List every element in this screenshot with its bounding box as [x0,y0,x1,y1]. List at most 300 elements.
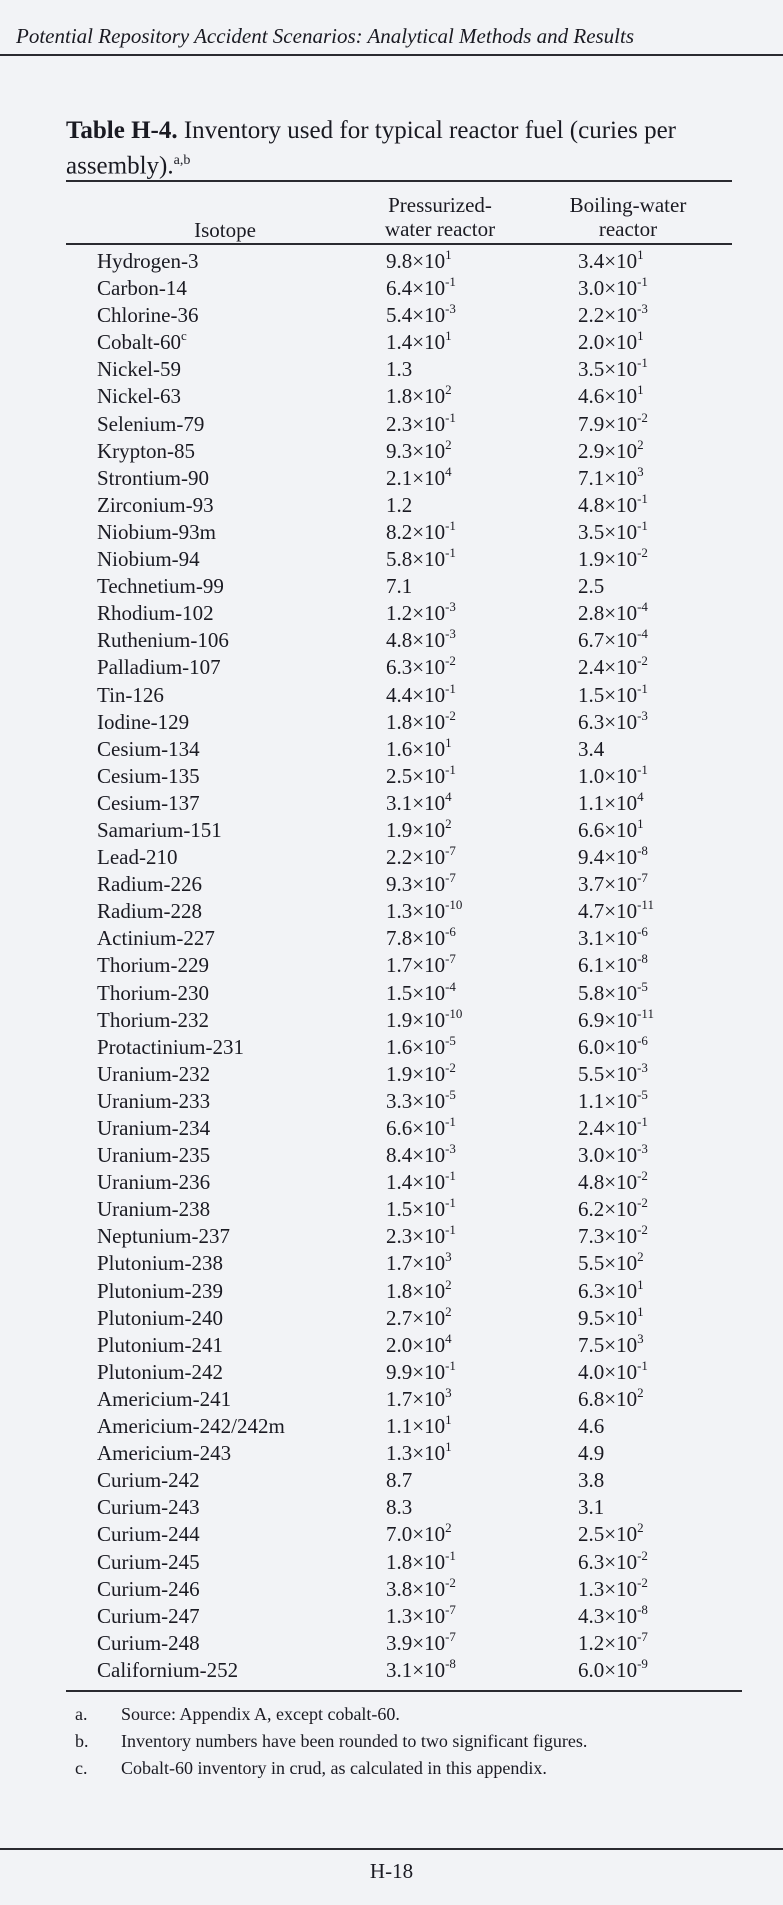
pwr-value [386,411,456,438]
isotope-cell [97,573,224,600]
isotope-cell [97,275,187,302]
bwr-value [578,709,648,736]
isotope-name: Thorium-230 [97,980,209,1005]
pwr-mantissa: 8.2×10 [386,519,446,544]
table-row [0,302,783,329]
isotope-cell [97,1250,223,1277]
pwr-value [386,925,456,952]
pwr-mantissa: 2.3×10 [386,1224,446,1249]
bwr-exponent: 3 [637,1330,644,1346]
bwr-exponent: 1 [637,1303,644,1319]
isotope-cell [97,682,164,709]
pwr-mantissa: 5.4×10 [386,303,446,328]
table-body [0,248,783,1684]
bwr-mantissa: 2.0×10 [578,330,638,355]
isotope-cell [97,790,200,817]
header-rule [0,54,783,56]
isotope-name: Lead-210 [97,845,178,870]
pwr-exponent: 2 [445,436,452,452]
isotope-name: Niobium-94 [97,547,200,572]
bwr-mantissa: 7.9×10 [578,411,638,436]
isotope-name: Thorium-229 [97,953,209,978]
pwr-value [386,1088,456,1115]
isotope-name: Cesium-134 [97,736,200,761]
bwr-mantissa: 2.5 [578,574,605,599]
pwr-mantissa: 1.6×10 [386,736,446,761]
isotope-name: Plutonium-241 [97,1332,224,1357]
bwr-value [578,952,648,979]
bwr-exponent: 4 [637,788,644,804]
bwr-value [578,438,644,465]
pwr-value [386,871,456,898]
bwr-value [578,546,648,573]
bwr-value [578,356,648,383]
bwr-exponent: -1 [637,490,648,506]
isotope-name: Actinium-227 [97,926,215,951]
isotope-name: Cesium-135 [97,763,200,788]
bwr-value [578,1630,648,1657]
pwr-value [386,383,452,410]
pwr-exponent: 2 [445,1520,452,1536]
pwr-value [386,1413,452,1440]
isotope-cell [97,1061,210,1088]
bwr-value [578,1332,644,1359]
bwr-value [578,1657,648,1684]
table-row [0,546,783,573]
bwr-exponent: -9 [637,1655,648,1671]
table-row [0,1250,783,1277]
bwr-mantissa: 1.5×10 [578,682,638,707]
table-row [0,898,783,925]
bwr-mantissa: 9.4×10 [578,845,638,870]
pwr-value [386,952,456,979]
bwr-mantissa: 6.3×10 [578,1549,638,1574]
isotope-name: Strontium-90 [97,465,210,490]
bwr-mantissa: 5.5×10 [578,1061,638,1086]
bwr-mantissa: 4.0×10 [578,1359,638,1384]
pwr-value [386,844,456,871]
pwr-value [386,736,452,763]
pwr-exponent: 2 [445,382,452,398]
isotope-name: Niobium-93m [97,519,216,544]
table-row [0,248,783,275]
note-text: Inventory numbers have been rounded to two significant figures. [121,1731,588,1751]
isotope-cell [97,248,198,275]
pwr-value [386,1223,456,1250]
pwr-mantissa: 8.4×10 [386,1143,446,1168]
bwr-mantissa: 4.7×10 [578,899,638,924]
isotope-name: Americium-242/242m [97,1414,285,1439]
bwr-mantissa: 7.3×10 [578,1224,638,1249]
bwr-value [578,1250,644,1277]
table-row [0,1549,783,1576]
pwr-value [386,1549,456,1576]
pwr-mantissa: 1.7×10 [386,1251,446,1276]
pwr-value [386,356,412,383]
pwr-mantissa: 7.8×10 [386,926,446,951]
isotope-cell [97,465,209,492]
pwr-mantissa: 1.3 [386,357,413,382]
table-row [0,627,783,654]
isotope-name: Plutonium-240 [97,1305,224,1330]
isotope-name: Plutonium-238 [97,1251,224,1276]
bwr-mantissa: 3.0×10 [578,276,638,301]
pwr-exponent: -3 [445,1141,456,1157]
col-header-pwr-line1: Pressurized- [388,193,492,217]
bwr-exponent: -3 [637,707,648,723]
bwr-exponent: -2 [637,409,648,425]
isotope-name: Krypton-85 [97,438,195,463]
table-row [0,1603,783,1630]
pwr-exponent: 1 [445,1412,452,1428]
isotope-name: Plutonium-242 [97,1359,224,1384]
pwr-exponent: -2 [445,653,456,669]
bwr-value [578,1061,648,1088]
bwr-exponent: -4 [637,599,648,615]
caption-notes: a,b [173,153,191,168]
bwr-mantissa: 3.8 [578,1468,605,1493]
table-row [0,1007,783,1034]
bwr-mantissa: 6.0×10 [578,1034,638,1059]
table-row [0,1413,783,1440]
isotope-name: Chlorine-36 [97,303,199,328]
pwr-value [386,980,456,1007]
bwr-exponent: -8 [637,951,648,967]
pwr-value [386,1657,456,1684]
page-number: H-18 [369,1859,414,1883]
bwr-value [578,844,648,871]
bwr-value [578,248,644,275]
bwr-exponent: -1 [637,274,648,290]
isotope-name: Palladium-107 [97,655,221,680]
pwr-exponent: -10 [445,1005,463,1021]
pwr-value [386,1521,452,1548]
col-header-pwr [360,193,520,241]
bwr-mantissa: 5.8×10 [578,980,638,1005]
table-row [0,709,783,736]
pwr-exponent: -10 [445,897,463,913]
bwr-exponent: 2 [637,436,644,452]
pwr-value [386,275,456,302]
bwr-exponent: 1 [637,328,644,344]
bwr-value [578,1521,644,1548]
pwr-mantissa: 9.8×10 [386,249,446,273]
bwr-value [578,1142,648,1169]
bwr-exponent: 2 [637,1520,644,1536]
isotope-cell [97,925,215,952]
pwr-exponent: -7 [445,843,456,859]
table-row [0,1169,783,1196]
bwr-value [578,627,648,654]
bwr-value [578,817,644,844]
pwr-value [386,1332,452,1359]
pwr-exponent: -1 [445,1114,456,1129]
isotope-name: Uranium-233 [97,1088,211,1113]
pwr-exponent: -5 [445,1086,456,1102]
bwr-mantissa: 3.1×10 [578,926,638,951]
table-row [0,329,783,356]
pwr-mantissa: 1.8×10 [386,1549,446,1574]
isotope-cell [97,1305,223,1332]
table-row [0,980,783,1007]
pwr-mantissa: 2.5×10 [386,763,446,788]
pwr-exponent: -3 [445,301,456,317]
isotope-name: Americium-243 [97,1441,232,1466]
bwr-mantissa: 6.7×10 [578,628,638,653]
pwr-mantissa: 4.4×10 [386,682,446,707]
bwr-exponent: 1 [637,247,644,262]
running-header: Potential Repository Accident Scenarios: Analytical Methods and Results [16,24,635,48]
isotope-cell [97,736,200,763]
bwr-value [578,1034,648,1061]
bwr-exponent: -2 [637,1547,648,1563]
isotope-cell [97,1088,210,1115]
bwr-value [578,1413,604,1440]
bwr-value [578,1386,644,1413]
table-row [0,1278,783,1305]
pwr-mantissa: 3.8×10 [386,1576,446,1601]
isotope-cell [97,1549,200,1576]
isotope-name: Iodine-129 [97,709,190,734]
bwr-value [578,275,648,302]
bwr-mantissa: 5.5×10 [578,1251,638,1276]
pwr-value [386,763,456,790]
bwr-exponent: -7 [637,870,648,886]
isotope-footnote: c [181,328,187,344]
pwr-exponent: -1 [445,409,456,425]
table-row [0,790,783,817]
table-row [0,275,783,302]
bwr-mantissa: 7.5×10 [578,1332,638,1357]
bwr-value [578,573,604,600]
bwr-exponent: -3 [637,1141,648,1157]
bwr-mantissa: 4.3×10 [578,1603,638,1628]
pwr-value [386,1359,456,1386]
bwr-exponent: -6 [637,1032,648,1048]
bwr-exponent: -3 [637,301,648,317]
bwr-exponent: 2 [637,1249,644,1265]
bwr-exponent: -2 [637,1195,648,1211]
isotope-name: Ruthenium-106 [97,628,229,653]
bwr-value [578,1494,604,1521]
pwr-exponent: -2 [445,1059,456,1075]
pwr-exponent: -1 [445,1547,456,1563]
isotope-cell [97,519,216,546]
isotope-name: Nickel-59 [97,357,181,382]
bwr-value [578,329,644,356]
bwr-mantissa: 2.2×10 [578,303,638,328]
bwr-mantissa: 2.9×10 [578,438,638,463]
isotope-name: Uranium-238 [97,1197,211,1222]
bwr-mantissa: 1.9×10 [578,547,638,572]
pwr-value [386,1169,456,1196]
pwr-mantissa: 1.7×10 [386,953,446,978]
bwr-exponent: -4 [637,626,648,642]
table-row [0,1630,783,1657]
col-header-isotope: Isotope [194,218,256,242]
pwr-value [386,1034,456,1061]
pwr-mantissa: 1.2×10 [386,601,446,626]
isotope-name: Nickel-63 [97,384,181,409]
bwr-value [578,411,648,438]
pwr-mantissa: 1.9×10 [386,817,446,842]
bwr-mantissa: 6.0×10 [578,1657,638,1682]
pwr-exponent: -7 [445,951,456,967]
pwr-value [386,329,452,356]
pwr-exponent: -1 [445,545,456,561]
bwr-mantissa: 4.9 [578,1441,605,1466]
bwr-exponent: -2 [637,1168,648,1184]
bwr-exponent: -2 [637,653,648,669]
note-key: a. [75,1704,88,1724]
pwr-exponent: -6 [445,924,456,940]
pwr-value [386,1494,412,1521]
bwr-mantissa: 3.7×10 [578,872,638,897]
bwr-value [578,790,644,817]
pwr-exponent: -1 [445,1357,456,1373]
isotope-cell [97,1034,244,1061]
pwr-mantissa: 1.1×10 [386,1414,446,1439]
table-row [0,1088,783,1115]
col-header-pwr-line2: water reactor [384,217,496,241]
pwr-value [386,1196,456,1223]
pwr-value [386,1603,456,1630]
pwr-value [386,465,452,492]
bwr-exponent: -1 [637,355,648,371]
bwr-value [578,1305,644,1332]
isotope-cell [97,600,214,627]
pwr-mantissa: 1.2 [386,492,413,517]
pwr-value [386,1278,452,1305]
isotope-cell [97,1142,210,1169]
bwr-value [578,763,648,790]
isotope-cell [97,438,195,465]
pwr-exponent: 4 [445,788,452,804]
bwr-value [578,1549,648,1576]
isotope-name: Cesium-137 [97,790,200,815]
pwr-mantissa: 3.1×10 [386,1657,446,1682]
bwr-exponent: 1 [637,1276,644,1292]
bwr-value [578,1169,648,1196]
pwr-exponent: 2 [445,815,452,831]
pwr-exponent: 4 [445,463,452,479]
isotope-cell [97,817,222,844]
table-label: Table H-4. [66,117,178,144]
table-row [0,573,783,600]
bwr-mantissa: 6.6×10 [578,817,638,842]
pwr-value [386,1007,462,1034]
pwr-value [386,682,456,709]
bwr-mantissa: 3.5×10 [578,357,638,382]
table-row [0,844,783,871]
isotope-name: Curium-243 [97,1495,200,1520]
bwr-value [578,898,654,925]
table-top-rule [66,180,732,182]
table-row [0,1196,783,1223]
bwr-mantissa: 3.0×10 [578,1143,638,1168]
isotope-cell [97,1657,238,1684]
bwr-exponent: 2 [637,1384,644,1400]
isotope-cell [97,980,209,1007]
bwr-mantissa: 6.2×10 [578,1197,638,1222]
pwr-value [386,1630,456,1657]
pwr-value [386,1305,452,1332]
pwr-mantissa: 6.6×10 [386,1116,446,1140]
note-text: Source: Appendix A, except cobalt-60. [121,1704,400,1724]
table-row [0,1440,783,1467]
isotope-name: Selenium-79 [97,411,205,436]
bwr-mantissa: 7.1×10 [578,465,638,490]
bwr-exponent: -1 [637,1114,648,1129]
table-row [0,1305,783,1332]
bwr-mantissa: 6.9×10 [578,1007,638,1032]
bwr-exponent: -2 [637,1574,648,1590]
col-header-bwr-line2: reactor [598,217,658,241]
isotope-cell [97,952,209,979]
bwr-exponent: -5 [637,1086,648,1102]
pwr-exponent: 2 [445,1303,452,1319]
isotope-cell [97,1169,210,1196]
bwr-mantissa: 9.5×10 [578,1305,638,1330]
table-row [0,1576,783,1603]
pwr-mantissa: 1.9×10 [386,1007,446,1032]
pwr-mantissa: 2.7×10 [386,1305,446,1330]
pwr-mantissa: 3.9×10 [386,1630,446,1655]
isotope-cell [97,844,177,871]
isotope-name: Plutonium-239 [97,1278,224,1303]
bwr-value [578,1223,648,1250]
pwr-exponent: 1 [445,1439,452,1455]
isotope-name: Hydrogen-3 [97,249,199,273]
pwr-mantissa: 4.8×10 [386,628,446,653]
bwr-mantissa: 3.4 [578,736,605,761]
pwr-mantissa: 5.8×10 [386,547,446,572]
bwr-value [578,980,648,1007]
isotope-cell [97,1494,200,1521]
pwr-value [386,1250,452,1277]
bwr-value [578,1196,648,1223]
isotope-cell [97,1007,209,1034]
isotope-name: Technetium-99 [97,574,224,599]
pwr-mantissa: 1.5×10 [386,1197,446,1222]
table-row [0,682,783,709]
bwr-mantissa: 1.3×10 [578,1576,638,1601]
header-bottom-rule [66,243,732,245]
note-text: Cobalt-60 inventory in crud, as calculated in this appendix. [121,1758,547,1778]
isotope-cell [97,763,200,790]
isotope-cell [97,709,189,736]
isotope-cell [97,1630,200,1657]
pwr-exponent: -1 [445,761,456,777]
bwr-mantissa: 1.1×10 [578,790,638,815]
bwr-value [578,492,648,519]
table-row [0,1386,783,1413]
bwr-exponent: -2 [637,1222,648,1238]
bwr-exponent: -1 [637,1357,648,1373]
table-row [0,1061,783,1088]
pwr-exponent: -1 [445,274,456,290]
pwr-mantissa: 2.0×10 [386,1332,446,1357]
isotope-name: Neptunium-237 [97,1224,230,1249]
bwr-mantissa: 1.0×10 [578,763,638,788]
pwr-exponent: -1 [445,1168,456,1184]
bwr-mantissa: 2.4×10 [578,1116,638,1140]
bwr-exponent: -3 [637,1059,648,1075]
isotope-cell [97,1521,200,1548]
bwr-value [578,519,648,546]
table-title [66,116,756,181]
bwr-exponent: -1 [637,761,648,777]
